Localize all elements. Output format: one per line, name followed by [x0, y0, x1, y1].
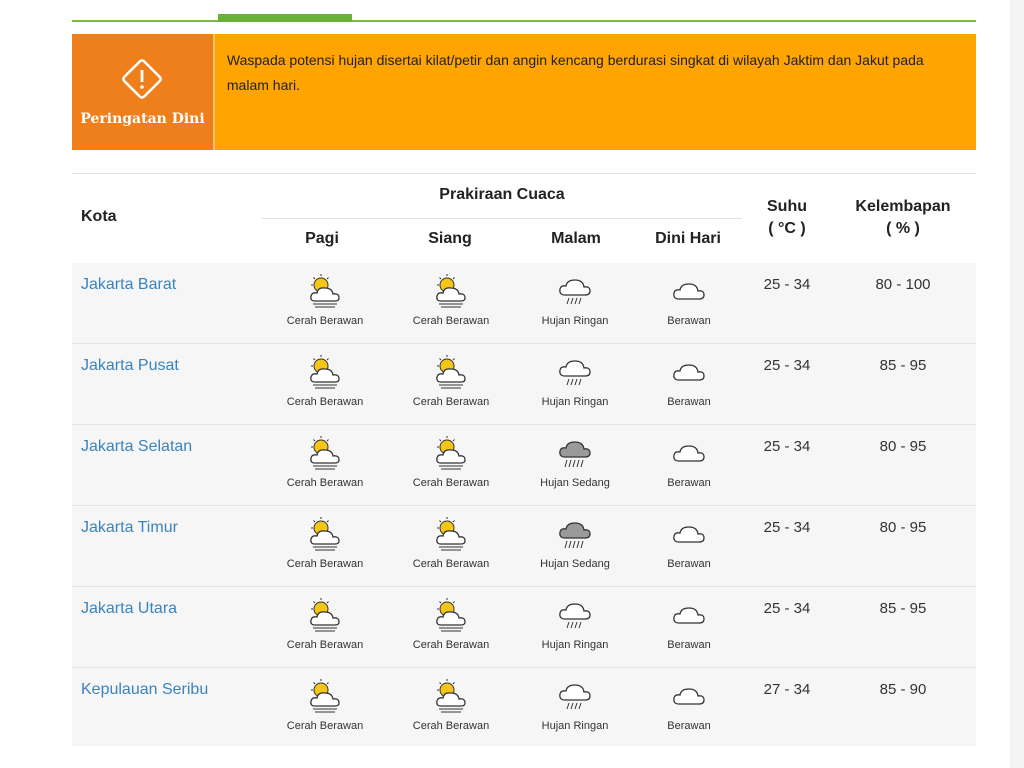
light-rain-icon — [555, 676, 595, 716]
forecast-dini-hari — [626, 433, 752, 489]
forecast-dini-hari — [626, 676, 752, 732]
partly-cloudy-icon — [305, 514, 345, 554]
humidity-value: 80 - 95 — [879, 438, 927, 455]
forecast-pagi — [262, 433, 388, 489]
forecast-label: Cerah Berawan — [286, 720, 364, 732]
table-row — [72, 668, 976, 746]
humidity-value: 80 - 100 — [875, 276, 931, 293]
temperature-value: 25 - 34 — [763, 519, 811, 536]
header-pagi: Pagi — [305, 230, 339, 247]
city-link[interactable]: Kepulauan Seribu — [81, 681, 209, 698]
forecast-label: Berawan — [667, 477, 711, 489]
city-link[interactable]: Jakarta Utara — [81, 600, 178, 617]
forecast-siang — [388, 271, 514, 327]
forecast-label: Berawan — [667, 639, 711, 651]
forecast-siang — [388, 433, 514, 489]
forecast-malam — [512, 514, 638, 570]
humidity-value: 85 - 95 — [879, 600, 927, 617]
partly-cloudy-icon — [431, 352, 471, 392]
forecast-label: Cerah Berawan — [286, 639, 364, 651]
warning-diamond-icon — [120, 57, 164, 101]
humidity-value: 80 - 95 — [879, 519, 927, 536]
header-kelembapan-unit: ( % ) — [886, 220, 920, 237]
city-link[interactable]: Jakarta Pusat — [81, 357, 179, 374]
city-link[interactable]: Jakarta Barat — [81, 276, 177, 293]
partly-cloudy-icon — [431, 595, 471, 635]
forecast-malam — [512, 271, 638, 327]
header-divider — [262, 218, 742, 219]
light-rain-icon — [555, 352, 595, 392]
forecast-dini-hari — [626, 595, 752, 651]
partly-cloudy-icon — [431, 676, 471, 716]
header-kelembapan-label: Kelembapan — [855, 198, 951, 215]
forecast-label: Berawan — [667, 558, 711, 570]
partly-cloudy-icon — [431, 433, 471, 473]
partly-cloudy-icon — [305, 595, 345, 635]
forecast-pagi — [262, 676, 388, 732]
early-warning-title: Peringatan Dini — [80, 111, 205, 127]
light-rain-icon — [555, 595, 595, 635]
forecast-label: Cerah Berawan — [286, 396, 364, 408]
forecast-pagi — [262, 352, 388, 408]
table-row — [72, 263, 976, 344]
forecast-malam — [512, 352, 638, 408]
forecast-label: Cerah Berawan — [286, 558, 364, 570]
partly-cloudy-icon — [431, 271, 471, 311]
forecast-label: Cerah Berawan — [412, 396, 490, 408]
cloudy-icon — [669, 676, 709, 716]
temperature-value: 27 - 34 — [763, 681, 811, 698]
header-dini-hari: Dini Hari — [655, 230, 721, 247]
early-warning-banner — [72, 34, 976, 150]
table-row — [72, 587, 976, 668]
humidity-value: 85 - 90 — [879, 681, 927, 698]
header-kota: Kota — [81, 208, 117, 225]
forecast-label: Cerah Berawan — [412, 720, 490, 732]
temperature-value: 25 - 34 — [763, 276, 811, 293]
header-prakiraan: Prakiraan Cuaca — [439, 186, 565, 203]
forecast-label: Cerah Berawan — [412, 558, 490, 570]
partly-cloudy-icon — [431, 514, 471, 554]
forecast-label: Hujan Ringan — [541, 315, 609, 327]
city-link[interactable]: Jakarta Timur — [81, 519, 178, 536]
header-kelembapan — [842, 196, 964, 240]
table-row — [72, 344, 976, 425]
early-warning-label-block — [72, 34, 213, 150]
forecast-table — [72, 173, 976, 746]
partly-cloudy-icon — [305, 271, 345, 311]
forecast-label: Cerah Berawan — [412, 477, 490, 489]
header-suhu — [742, 196, 832, 240]
header-siang: Siang — [428, 230, 472, 247]
partly-cloudy-icon — [305, 433, 345, 473]
forecast-pagi — [262, 595, 388, 651]
table-header — [72, 173, 976, 264]
humidity-value: 85 - 95 — [879, 357, 927, 374]
forecast-label: Cerah Berawan — [412, 639, 490, 651]
cloudy-icon — [669, 352, 709, 392]
temperature-value: 25 - 34 — [763, 357, 811, 374]
header-suhu-unit: ( °C ) — [768, 220, 806, 237]
temperature-value: 25 - 34 — [763, 600, 811, 617]
forecast-pagi — [262, 271, 388, 327]
header-suhu-label: Suhu — [767, 198, 807, 215]
forecast-siang — [388, 514, 514, 570]
temperature-value: 25 - 34 — [763, 438, 811, 455]
table-row — [72, 506, 976, 587]
active-tab-indicator[interactable] — [218, 14, 352, 22]
forecast-label: Hujan Sedang — [540, 477, 610, 489]
city-link[interactable]: Jakarta Selatan — [81, 438, 193, 455]
forecast-siang — [388, 595, 514, 651]
forecast-dini-hari — [626, 271, 752, 327]
partly-cloudy-icon — [305, 352, 345, 392]
forecast-label: Cerah Berawan — [412, 315, 490, 327]
forecast-label: Hujan Sedang — [540, 558, 610, 570]
forecast-dini-hari — [626, 514, 752, 570]
forecast-label: Hujan Ringan — [541, 396, 609, 408]
moderate-rain-icon — [555, 514, 595, 554]
forecast-dini-hari — [626, 352, 752, 408]
forecast-siang — [388, 352, 514, 408]
forecast-label: Berawan — [667, 720, 711, 732]
forecast-label: Cerah Berawan — [286, 477, 364, 489]
forecast-malam — [512, 433, 638, 489]
light-rain-icon — [555, 271, 595, 311]
forecast-label: Hujan Ringan — [541, 720, 609, 732]
forecast-label: Berawan — [667, 396, 711, 408]
forecast-malam — [512, 676, 638, 732]
header-malam: Malam — [551, 230, 601, 247]
moderate-rain-icon — [555, 433, 595, 473]
cloudy-icon — [669, 595, 709, 635]
forecast-pagi — [262, 514, 388, 570]
cloudy-icon — [669, 433, 709, 473]
cloudy-icon — [669, 514, 709, 554]
early-warning-message: Waspada potensi hujan disertai kilat/petir dan angin kencang berdurasi singkat di wilayah Jaktim dan Jakut pada malam hari. — [226, 52, 924, 93]
table-row — [72, 425, 976, 506]
forecast-label: Cerah Berawan — [286, 315, 364, 327]
forecast-siang — [388, 676, 514, 732]
partly-cloudy-icon — [305, 676, 345, 716]
forecast-malam — [512, 595, 638, 651]
scrollbar[interactable] — [1010, 0, 1024, 768]
tab-underline — [72, 20, 976, 22]
forecast-label: Hujan Ringan — [541, 639, 609, 651]
forecast-label: Berawan — [667, 315, 711, 327]
cloudy-icon — [669, 271, 709, 311]
